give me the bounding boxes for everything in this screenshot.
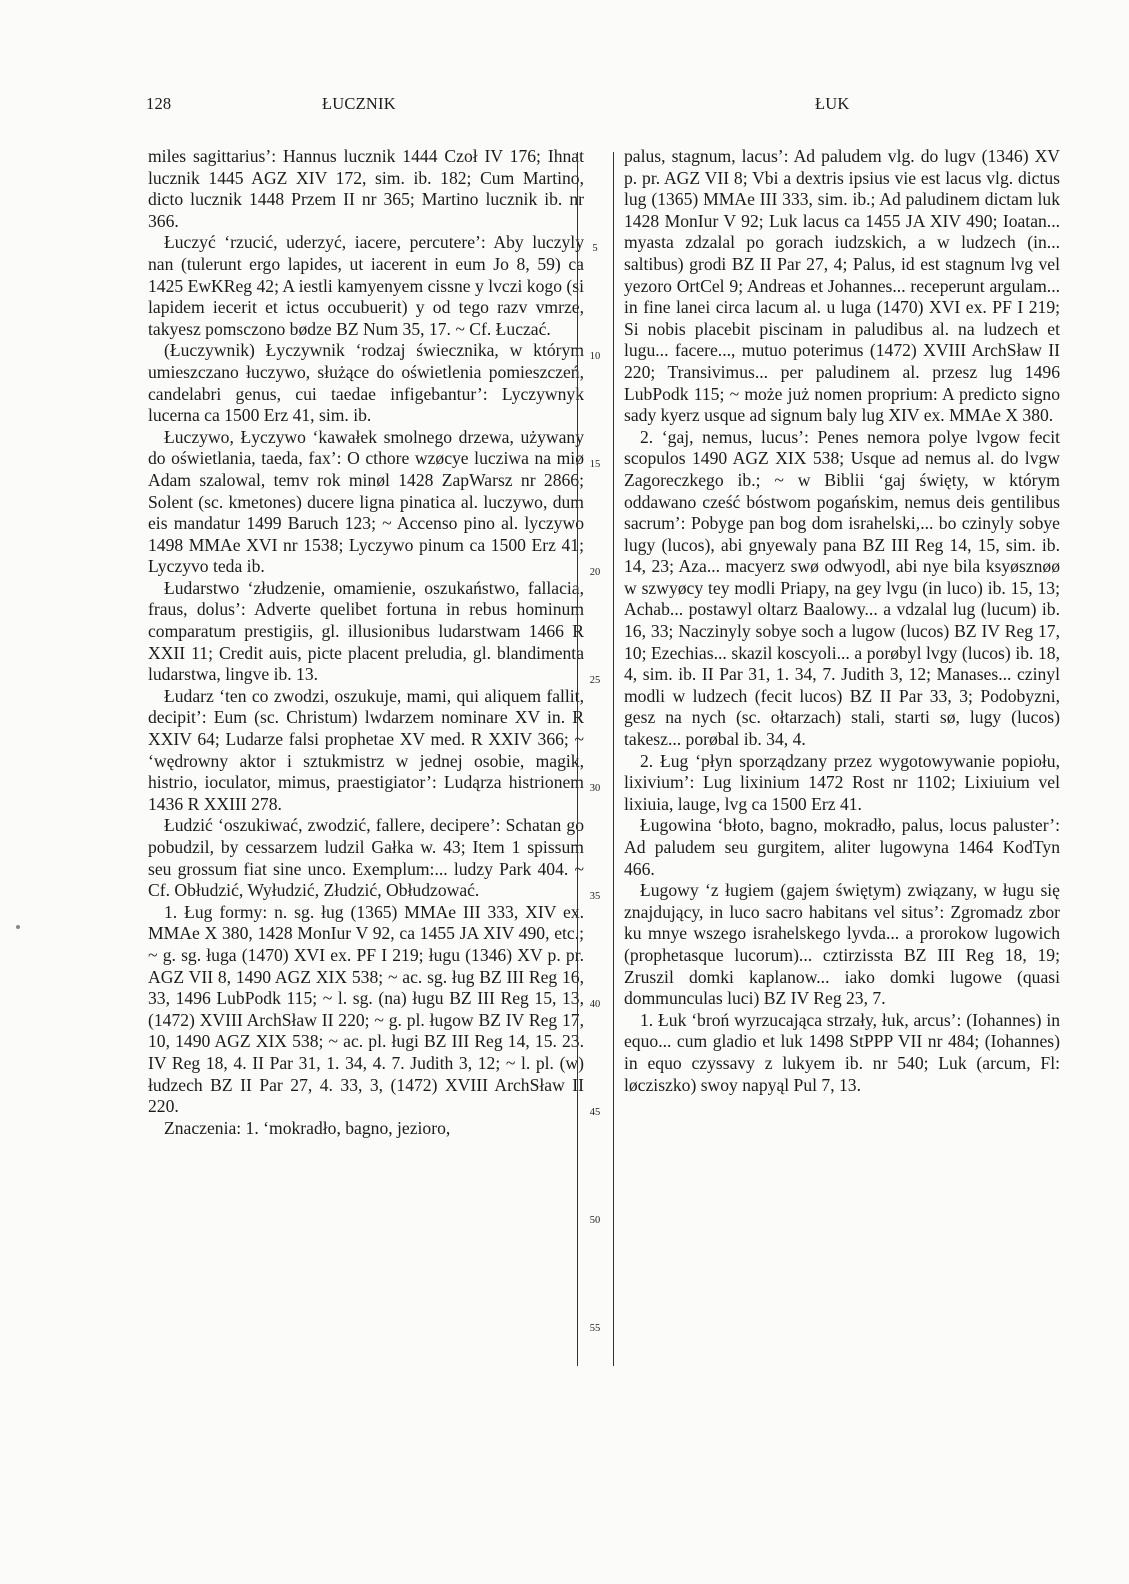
entry-paragraph: Łuczyć ‘rzucić, uderzyć, iacere, percutere’: Aby luczyly nan (tulerunt ergo lapides, ut iacerent in eum Jo 8, 59) ca 1425 EwKReg 42; A iestli kamyenyem cissne y lvczi kogo (si lapidem iecerit et ictus occubuerit) y od tego razv vmrze, takyesz pomsczono bødze BZ Num 35, 17. ~ Cf. Łuczać. <box>148 232 584 339</box>
entry-paragraph: (Łuczywnik) Łyczywnik ‘rodzaj świecznika, w którym umieszczano łuczywo, służące do oświetlenia pomieszczeń, candelabri genus, cui taedae infigebantur’: Lyczywnyk lucerna ca 1500 Erz 41, sim. ib. <box>148 340 584 426</box>
entry-paragraph: Ługowy ‘z ługiem (gajem świętym) związany, w ługu się znajdujący, in luco sacro habitans vel situs’: Zgromadz zbor ku mnye wszego israhelskego lyvda... a prorokow lugowich (prophetasque lucorum)... cztirzissta BZ III Reg 18, 19; Zruszil domki kaplanow... iako domki lugowe (quasi dommunculas luci) BZ IV Reg 23, 7. <box>624 880 1060 1009</box>
line-number: 35 <box>589 891 601 902</box>
left-headword: ŁUCZNIK <box>322 94 396 113</box>
entry-paragraph: 2. ‘gaj, nemus, lucus’: Penes nemora polye lvgow fecit scopulos 1490 AGZ XIX 538; Usque ad nemus al. do lvgw Zagoreczkego ib.; ~ w Biblii ‘gaj święty, w którym oddawano cześć bóstwom pogańskim, nemus deis gentilibus sacrum’: Pobyge pan bog dom israhelski,... bo czinyly sobye lugy (lucos), abi gnyewaly pana BZ III Reg 14, 15, sim. ib. 14, 23; Aza... macyerz swø odwyodl, abi nye bila ksyøsznøø w szwyøcy tey modli Priapy, na gey lvgu (in luco) ib. 15, 13; Achab... postawyl oltarz Baalowy... a vdzalal lug (lucum) ib. 16, 33; Naczinyly sobye soch a lugow (lucos) BZ IV Reg 17, 10; Ezechias... skazil koscyoli... a porøbyl lvgy (lucos) ib. 18, 4, sim. ib. II Par 31, 1. 34, 7. Judith 3, 12; Manases... czinyl modli w ludzech (fecit lucos) BZ II Par 33, 3; Podobyzni, gesz na nych (sc. ołtarzach) stali, starti sø, lugy (lucos) takesz... porøbal ib. 34, 4. <box>624 426 1060 750</box>
right-headword: ŁUK <box>815 94 850 113</box>
page-number: 128 <box>146 94 172 113</box>
left-column <box>148 146 584 1139</box>
column-rule-left <box>577 152 578 1366</box>
entry-paragraph: Łudarz ‘ten co zwodzi, oszukuje, mami, qui aliquem fallit, decipit’: Eum (sc. Christum) lwdarzem nominare XV in. R XXIV 64; Ludarze falsi prophetae XV med. R XXIV 366; ~ ‘wędrowny aktor i sztukmistrz w jednej osobie, magik, histrio, ioculator, mimus, praestigiator’: Ludąrza histrionem 1436 R XXIII 278. <box>148 685 584 814</box>
entry-paragraph: 1. Ług formy: n. sg. ług (1365) MMAe III 333, XIV ex. MMAe X 380, 1428 MonIur V 92, ca 1455 JA XIV 490, etc.; ~ g. sg. ługa (1470) XVI ex. PF I 219; ługu (1346) XV p. pr. AGZ VII 8, 1490 AGZ XIX 538; ~ ac. sg. ług BZ III Reg 16, 33, 1496 LubPodk 115; ~ l. sg. (na) ługu BZ III Reg 15, 13, (1472) XVIII ArchSław II 220; ~ g. pl. ługow BZ IV Reg 17, 10, 1490 AGZ XIX 538; ~ ac. pl. ługi BZ III Reg 14, 15. 23. IV Reg 18, 4. II Par 31, 1. 34, 4. 7. Judith 3, 12; ~ l. pl. (w) łudzech BZ II Par 27, 4. 33, 3, (1472) XVIII ArchSław II 220. <box>148 901 584 1117</box>
running-header <box>0 94 1129 124</box>
entry-paragraph: palus, stagnum, lacus’: Ad paludem vlg. do lugv (1346) XV p. pr. AGZ VII 8; Vbi a dextris ipsius vie est lacus vlg. dictus lug (1365) MMAe III 333, sim. ib.; Ad paludinem dictam luk 1428 MonIur V 92; Luk lacus ca 1455 JA XIV 490; Ioatan... myasta zdzalal po gorach iudzskich, a w ludzech (in... saltibus) grodi BZ II Par 27, 4; Palus, id est stagnum lvg vel yezoro OrtCel 9; Andreas et Johannes... receperunt argulam... in fine lanei circa lacum al. u luga (1470) XVI ex. PF I 219; Si nobis placebit piscinam in paludibus al. na ludzech et lugu... facere..., mutuo poterimus (1472) XVIII ArchSław II 220; Transivimus... per paludinem al. przesz lug 1496 LubPodk 115; ~ może już nomen proprium: A predicto signo sady kyerz usque ad signum baly lug XIV ex. MMAe X 380. <box>624 146 1060 426</box>
line-number: 40 <box>589 999 601 1010</box>
line-number: 25 <box>589 675 601 686</box>
entry-paragraph: Łudarstwo ‘złudzenie, omamienie, oszukaństwo, fallacia, fraus, dolus’: Adverte quelibet fortuna in rebus hominum comparatum prestigiis, gl. illusionibus ludarstwam 1466 R XXII 11; Credit auis, picte placent preludia, gl. blandimenta ludarstwa, lingve ib. 13. <box>148 577 584 685</box>
entry-paragraph: Łuczywo, Łyczywo ‘kawałek smolnego drzewa, używany do oświetlania, taeda, fax’: O cthore wzøcye lucziwa na miø Adam szalowal, temv rok minøl 1428 ZapWarsz nr 2866; Solent (sc. kmetones) ducere ligna pinatica al. luczywo, dum eis mandatur 1499 Baruch 123; ~ Accenso pino al. lyczywo 1498 MMAe XVI nr 1538; Lyczywo pinum ca 1500 Erz 41; Lyczyvo teda ib. <box>148 426 584 577</box>
line-number: 15 <box>589 459 601 470</box>
entry-paragraph: Ługowina ‘błoto, bagno, mokradło, palus, locus paluster’: Ad paludem seu gurgitem, aliter lugowyna 1464 KodTyn 466. <box>624 815 1060 879</box>
column-rule-right <box>613 152 614 1366</box>
line-number: 45 <box>589 1107 601 1118</box>
line-number: 10 <box>589 351 601 362</box>
entry-paragraph: 2. Ług ‘płyn sporządzany przez wygotowywanie popiołu, lixivium’: Lug lixinium 1472 Rost nr 1102; Lixiuium vel lixiuia, lauge, lvg ca 1500 Erz 41. <box>624 750 1060 814</box>
line-number: 50 <box>589 1215 601 1226</box>
entry-paragraph: 1. Łuk ‘broń wyrzucająca strzały, łuk, arcus’: (Iohannes) in equo... cum gladio et luk 1498 StPPP VII nr 484; (Iohannes) in equo czyssavy z lukyem ib. nr 540; Luk (arcum, Fl: løcziszko) swoy napyąl Pul 7, 13. <box>624 1009 1060 1095</box>
right-column <box>624 146 1060 1096</box>
entry-paragraph: Znaczenia: 1. ‘mokradło, bagno, jezioro, <box>164 1117 451 1138</box>
line-number: 30 <box>589 783 601 794</box>
entry-paragraph: miles sagittarius’: Hannus lucznik 1444 Czoł IV 176; Ihnat lucznik 1445 AGZ XIV 172, sim. ib. 182; Cum Martino, dicto lucznik 1448 Przem II nr 365; Martino lucznik ib. nr 366. <box>148 146 584 231</box>
scan-speck <box>16 925 20 929</box>
entry-paragraph: Łudzić ‘oszukiwać, zwodzić, fallere, decipere’: Schatan go pobudzil, by cessarzem ludzil Gałka w. 43; Item 1 spissum seu grossum fiat sine unco. Exemplum:... ludzy Park 404. ~ Cf. Obłudzić, Wyłudzić, Złudzić, Obłudzować. <box>148 815 584 901</box>
line-number: 5 <box>592 243 598 254</box>
line-number: 55 <box>589 1323 601 1334</box>
line-number: 20 <box>589 567 601 578</box>
